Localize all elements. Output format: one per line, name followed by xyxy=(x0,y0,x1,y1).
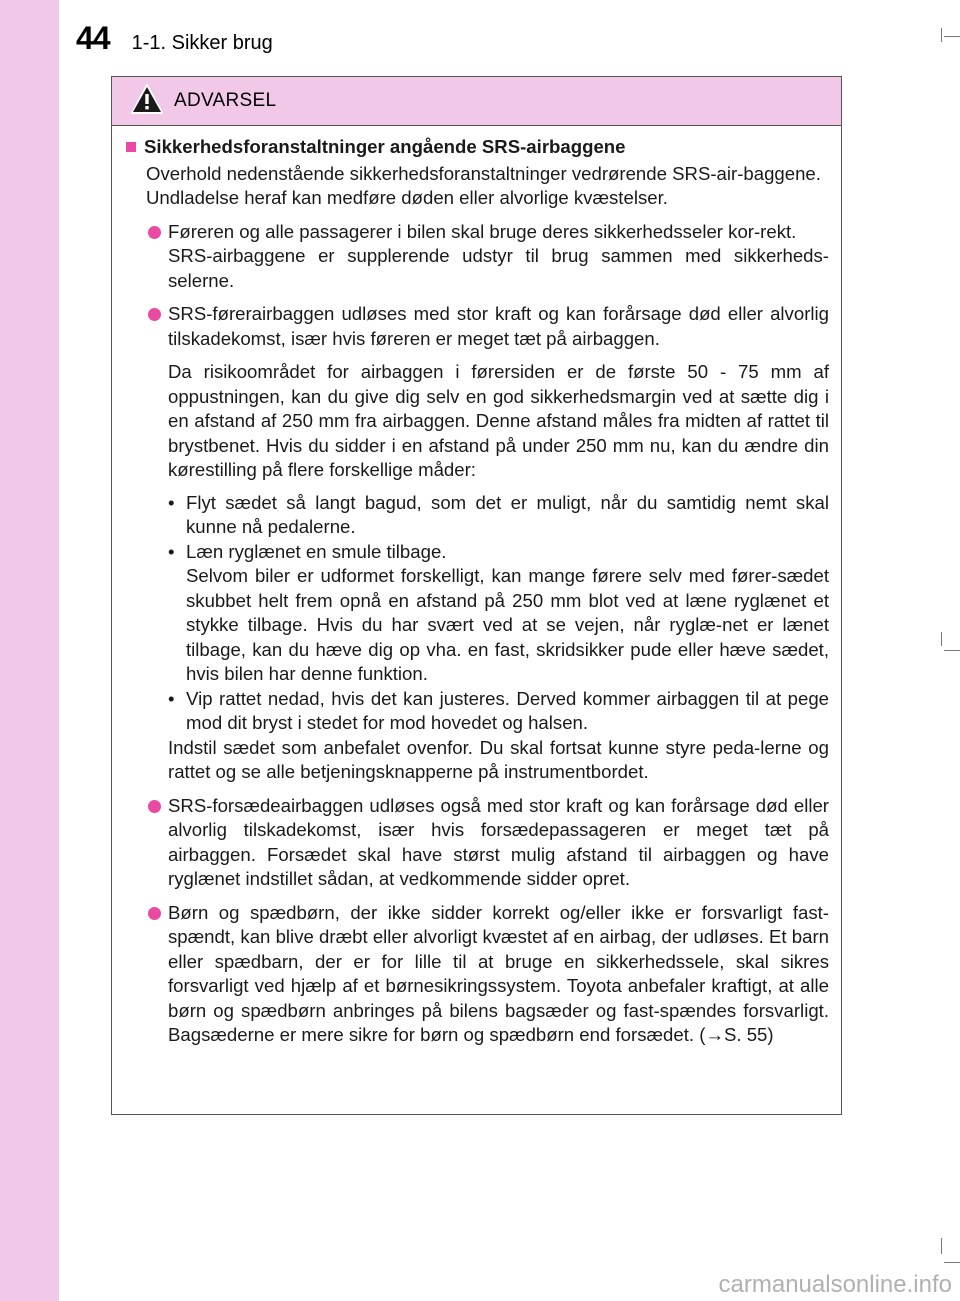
page-number: 44 xyxy=(76,20,110,56)
bullet-item xyxy=(168,491,829,540)
square-bullet-icon xyxy=(126,142,136,152)
bullet-item xyxy=(168,687,829,736)
item-text: Føreren og alle passagerer i bilen skal bruge deres sikkerhedsseler kor-rekt. xyxy=(168,220,797,242)
warning-triangle-icon xyxy=(130,83,164,115)
item-text: Børn og spædbørn, der ikke sidder korrekt og/eller ikke er forsvarligt fast-spændt, kan blive dræbt eller alvorligt kvæstet af en airbag, der udløses. Et barn eller spædbarn, der er for lille til at bruge en sikkerhedssele, skal sikres forsvarligt ved hjælp af et børnesikringssystem. Toyota anbefaler kraftigt, at alle børn og spædbørn anbringes på bilens bagsæder og fast-spændes forsvarligt. Bagsæderne er mere sikre for børn og spædbørn end forsædet. (→S. 55) xyxy=(168,901,829,1045)
bullet-mark: • xyxy=(168,687,175,709)
warning-title: ADVARSEL xyxy=(174,90,277,111)
list-item xyxy=(126,220,829,294)
crop-mark xyxy=(941,28,942,42)
warning-content xyxy=(126,135,829,1048)
bullet-text: Vip rattet nedad, hvis det kan justeres. Derved kommer airbaggen til at pege mod dit bryst i stedet for mod hovedet og halsen. xyxy=(186,687,829,733)
intro-paragraph: Overhold nedenstående sikkerhedsforanstaltninger vedrørende SRS-air-baggene. xyxy=(146,162,821,184)
crop-mark xyxy=(941,1238,942,1254)
bullet-mark: • xyxy=(168,491,175,513)
watermark: carmanualsonline.info xyxy=(718,1271,952,1298)
item-text: SRS-forsædeairbaggen udløses også med stor kraft og kan forårsage død eller alvorlig tilskadekomst, især hvis forsædepassageren er meget tæt på airbaggen. Forsædet skal have størst mulig afstand til airbaggen og have ryglænet indstillet sådan, at vedkommende sidder opret. xyxy=(168,794,829,889)
crop-mark xyxy=(944,36,960,37)
crop-mark xyxy=(941,632,942,646)
page-header xyxy=(76,20,273,60)
list-item xyxy=(126,901,829,1048)
bullet-continuation: Selvom biler er udformet forskelligt, kan mange førere selv med fører-sædet skubbet helt frem opnå en afstand på 250 mm blot ved at læne ryglænet et stykke tilbage. Hvis du har svært ved at se vejen, når ryglæ-net er lænet tilbage, kan du hæve dig op vha. en fast, skridsikker pude eller hæve sædet, hvis bilen har denne funktion. xyxy=(186,565,829,684)
circle-bullet-icon xyxy=(148,907,161,920)
item-text: SRS-førerairbaggen udløses med stor kraft og kan forårsage død eller alvorlig tilskadekomst, især hvis føreren er meget tæt på airbaggen. xyxy=(168,303,829,349)
after-paragraph: Indstil sædet som anbefalet ovenfor. Du skal fortsat kunne styre peda-lerne og rattet og se alle betjeningsknapperne på instrumentbordet. xyxy=(168,736,829,782)
bullet-mark: • xyxy=(168,540,175,562)
circle-bullet-icon xyxy=(148,308,161,321)
bullet-text: Læn ryglænet en smule tilbage. xyxy=(186,540,447,562)
section-heading xyxy=(126,135,829,160)
item-text: SRS-airbaggene er supplerende udstyr til brug sammen med sikkerheds-selerne. xyxy=(168,245,829,291)
bullet-list xyxy=(168,491,829,736)
list-item xyxy=(126,302,829,351)
section-heading-text: Sikkerhedsforanstaltninger angående SRS-airbaggene xyxy=(144,136,626,157)
list-item xyxy=(126,794,829,892)
side-color-band xyxy=(0,0,59,1301)
circle-bullet-icon xyxy=(148,226,161,239)
crop-mark xyxy=(944,650,960,651)
intro-paragraph: Undladelse heraf kan medføre døden eller alvorlige kvæstelser. xyxy=(146,187,668,208)
circle-bullet-icon xyxy=(148,800,161,813)
section-title: 1-1. Sikker brug xyxy=(131,32,273,54)
bullet-item xyxy=(168,540,829,565)
warning-box xyxy=(111,76,842,1115)
bullet-text: Flyt sædet så langt bagud, som det er muligt, når du samtidig nemt skal kunne nå pedalerne. xyxy=(186,491,829,537)
sub-paragraph: Da risikoområdet for airbaggen i førersiden er de første 50 - 75 mm af oppustningen, kan du give dig selv en god sikkerhedsmargin ved at sætte dig i en afstand af 250 mm fra airbaggen. Denne afstand måles fra midten af rattet til brystbenet. Hvis du sidder i en afstand på under 250 mm nu, kan du ændre din kørestilling på flere forskellige måder: xyxy=(168,361,829,480)
warning-header xyxy=(112,77,841,126)
crop-mark xyxy=(944,1262,960,1263)
